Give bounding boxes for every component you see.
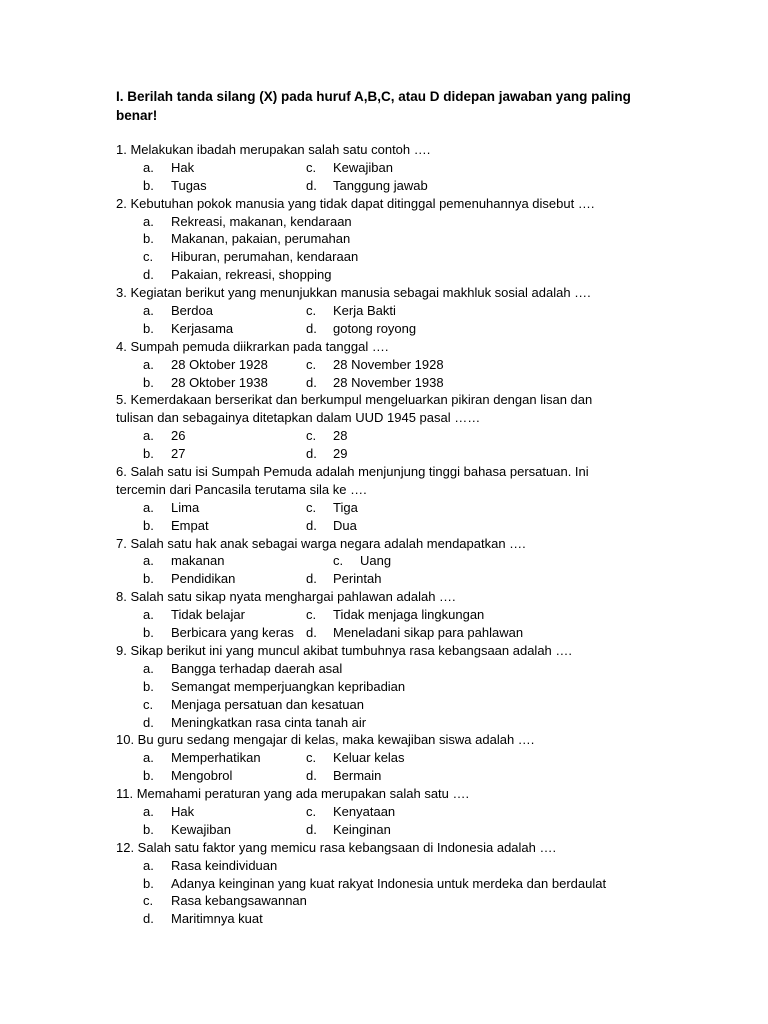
option-row: [116, 427, 656, 445]
option-text: Mengobrol: [171, 768, 233, 784]
question-item: [116, 731, 656, 785]
option-row: [116, 678, 656, 696]
option-text: 28 November 1938: [333, 374, 444, 390]
option-row: [116, 892, 656, 910]
question-item: [116, 391, 656, 463]
option-row: [116, 714, 656, 732]
option-letter: a.: [143, 303, 154, 319]
option-letter: c.: [333, 553, 344, 569]
option-letter: a.: [143, 553, 154, 569]
question-stem: 2. Kebutuhan pokok manusia yang tidak dapat ditinggal pemenuhannya disebut ….: [116, 195, 595, 211]
option-text: Rekreasi, makanan, kendaraan: [171, 213, 352, 229]
option-letter: b.: [143, 875, 154, 891]
question-item: [116, 535, 656, 589]
option-text: 28 Oktober 1938: [171, 374, 268, 390]
option-row: [116, 445, 656, 463]
option-letter: b.: [143, 625, 154, 641]
option-letter: d.: [306, 571, 317, 587]
question-item: [116, 839, 656, 928]
option-text: Memperhatikan: [171, 750, 261, 766]
option-letter: b.: [143, 177, 154, 193]
option-letter: d.: [306, 320, 317, 336]
option-letter: a.: [143, 356, 154, 372]
option-letter: a.: [143, 499, 154, 515]
question-item: [116, 463, 656, 535]
option-letter: d.: [143, 267, 154, 283]
option-text: Keinginan: [333, 821, 391, 837]
option-letter: c.: [143, 893, 154, 909]
option-letter: a.: [143, 803, 154, 819]
option-row: [116, 248, 656, 266]
option-letter: a.: [143, 660, 154, 676]
instruction-heading: I. Berilah tanda silang (X) pada huruf A,B,C, atau D didepan jawaban yang paling benar!: [116, 89, 631, 123]
question-item: [116, 284, 656, 338]
option-letter: c.: [306, 356, 317, 372]
option-letter: d.: [306, 374, 317, 390]
option-letter: b.: [143, 571, 154, 587]
option-letter: d.: [306, 446, 317, 462]
option-text: Makanan, pakaian, perumahan: [171, 231, 351, 247]
option-text: Menjaga persatuan dan kesatuan: [171, 696, 364, 712]
option-letter: c.: [306, 750, 317, 766]
option-text: gotong royong: [333, 320, 417, 336]
option-letter: d.: [306, 517, 317, 533]
option-text: Dua: [333, 517, 357, 533]
question-stem: tercemin dari Pancasila terutama sila ke ….: [116, 481, 367, 497]
option-row: [116, 624, 656, 642]
question-item: [116, 141, 656, 195]
option-text: 28: [333, 428, 348, 444]
option-letter: c.: [143, 696, 154, 712]
option-text: Tidak menjaga lingkungan: [333, 607, 485, 623]
option-letter: c.: [306, 428, 317, 444]
option-text: Rasa keindividuan: [171, 857, 278, 873]
option-letter: b.: [143, 446, 154, 462]
option-text: makanan: [171, 553, 225, 569]
option-text: Semangat memperjuangkan kepribadian: [171, 678, 406, 694]
option-letter: d.: [306, 821, 317, 837]
option-text: Adanya keinginan yang kuat rakyat Indonesia untuk merdeka dan berdaulat: [171, 875, 607, 891]
option-row: [116, 570, 656, 588]
option-row: [116, 749, 656, 767]
option-letter: d.: [143, 911, 154, 927]
option-letter: a.: [143, 750, 154, 766]
option-row: [116, 213, 656, 231]
question-item: [116, 588, 656, 642]
option-text: Pendidikan: [171, 571, 236, 587]
option-text: Keluar kelas: [333, 750, 405, 766]
question-stem: 3. Kegiatan berikut yang menunjukkan manusia sebagai makhluk sosial adalah ….: [116, 285, 591, 301]
option-letter: a.: [143, 857, 154, 873]
option-text: Meningkatkan rasa cinta tanah air: [171, 714, 367, 730]
option-letter: a.: [143, 159, 154, 175]
option-letter: a.: [143, 213, 154, 229]
option-row: [116, 159, 656, 177]
option-letter: c.: [143, 249, 154, 265]
option-text: Kewajiban: [333, 159, 393, 175]
option-text: Lima: [171, 499, 200, 515]
option-text: Tidak belajar: [171, 607, 245, 623]
option-text: Kenyataan: [333, 803, 396, 819]
option-letter: a.: [143, 607, 154, 623]
option-letter: d.: [306, 625, 317, 641]
option-text: Meneladani sikap para pahlawan: [333, 625, 524, 641]
option-letter: c.: [306, 159, 317, 175]
option-text: 29: [333, 446, 348, 462]
option-text: Pakaian, rekreasi, shopping: [171, 267, 332, 283]
question-item: [116, 642, 656, 731]
question-stem: 9. Sikap berikut ini yang muncul akibat tumbuhnya rasa kebangsaan adalah ….: [116, 642, 573, 658]
option-row: [116, 356, 656, 374]
option-text: Tugas: [171, 177, 207, 193]
option-row: [116, 857, 656, 875]
option-text: Kerja Bakti: [333, 303, 396, 319]
option-letter: b.: [143, 320, 154, 336]
option-text: Hak: [171, 803, 195, 819]
question-item: [116, 785, 656, 839]
question-item: [116, 195, 656, 284]
option-letter: c.: [306, 607, 317, 623]
question-stem: 12. Salah satu faktor yang memicu rasa kebangsaan di Indonesia adalah ….: [116, 839, 557, 855]
option-text: Maritimnya kuat: [171, 911, 263, 927]
option-letter: a.: [143, 428, 154, 444]
question-item: [116, 338, 656, 392]
option-row: [116, 266, 656, 284]
option-letter: b.: [143, 374, 154, 390]
question-stem: 11. Memahami peraturan yang ada merupakan salah satu ….: [116, 786, 470, 802]
option-row: [116, 230, 656, 248]
option-text: Kerjasama: [171, 320, 234, 336]
option-text: 26: [171, 428, 186, 444]
question-stem: 6. Salah satu isi Sumpah Pemuda adalah menjunjung tinggi bahasa persatuan. Ini: [116, 464, 589, 480]
option-text: Hak: [171, 159, 195, 175]
question-list: [116, 141, 656, 928]
option-text: Tiga: [333, 499, 358, 515]
option-row: [116, 875, 656, 893]
question-stem: 1. Melakukan ibadah merupakan salah satu contoh ….: [116, 142, 431, 157]
question-stem: 7. Salah satu hak anak sebagai warga negara adalah mendapatkan ….: [116, 535, 526, 551]
option-letter: c.: [306, 803, 317, 819]
option-text: Bangga terhadap daerah asal: [171, 660, 343, 676]
option-text: Kewajiban: [171, 821, 231, 837]
option-row: [116, 302, 656, 320]
option-row: [116, 606, 656, 624]
option-row: [116, 499, 656, 517]
option-letter: b.: [143, 231, 154, 247]
question-stem: 10. Bu guru sedang mengajar di kelas, maka kewajiban siswa adalah ….: [116, 732, 535, 748]
option-text: Berdoa: [171, 303, 213, 319]
option-row: [116, 517, 656, 535]
option-row: [116, 910, 656, 928]
option-row: [116, 320, 656, 338]
option-text: Berbicara yang keras: [171, 625, 294, 641]
option-letter: d.: [143, 714, 154, 730]
option-letter: b.: [143, 821, 154, 837]
option-text: Tanggung jawab: [333, 177, 428, 193]
option-text: Rasa kebangsawannan: [171, 893, 307, 909]
option-text: 27: [171, 446, 186, 462]
question-stem: 5. Kemerdakaan berserikat dan berkumpul mengeluarkan pikiran dengan lisan dan: [116, 392, 593, 408]
option-text: Bermain: [333, 768, 382, 784]
option-row: [116, 767, 656, 785]
option-row: [116, 552, 656, 570]
option-letter: d.: [306, 768, 317, 784]
option-text: 28 November 1928: [333, 356, 444, 372]
question-stem: 4. Sumpah pemuda diikrarkan pada tanggal ….: [116, 338, 389, 354]
option-row: [116, 696, 656, 714]
option-letter: b.: [143, 678, 154, 694]
option-letter: c.: [306, 303, 317, 319]
option-letter: c.: [306, 499, 317, 515]
option-text: Hiburan, perumahan, kendaraan: [171, 249, 359, 265]
option-row: [116, 803, 656, 821]
option-text: Perintah: [333, 571, 382, 587]
option-row: [116, 821, 656, 839]
option-text: Empat: [171, 517, 209, 533]
option-letter: b.: [143, 768, 154, 784]
option-row: [116, 177, 656, 195]
option-text: Uang: [360, 553, 392, 569]
question-stem: tulisan dan sebagainya ditetapkan dalam UUD 1945 pasal ……: [116, 410, 481, 426]
option-row: [116, 660, 656, 678]
question-stem: 8. Salah satu sikap nyata menghargai pahlawan adalah ….: [116, 589, 456, 605]
option-text: 28 Oktober 1928: [171, 356, 268, 372]
option-letter: b.: [143, 517, 154, 533]
option-row: [116, 374, 656, 392]
option-letter: d.: [306, 177, 317, 193]
